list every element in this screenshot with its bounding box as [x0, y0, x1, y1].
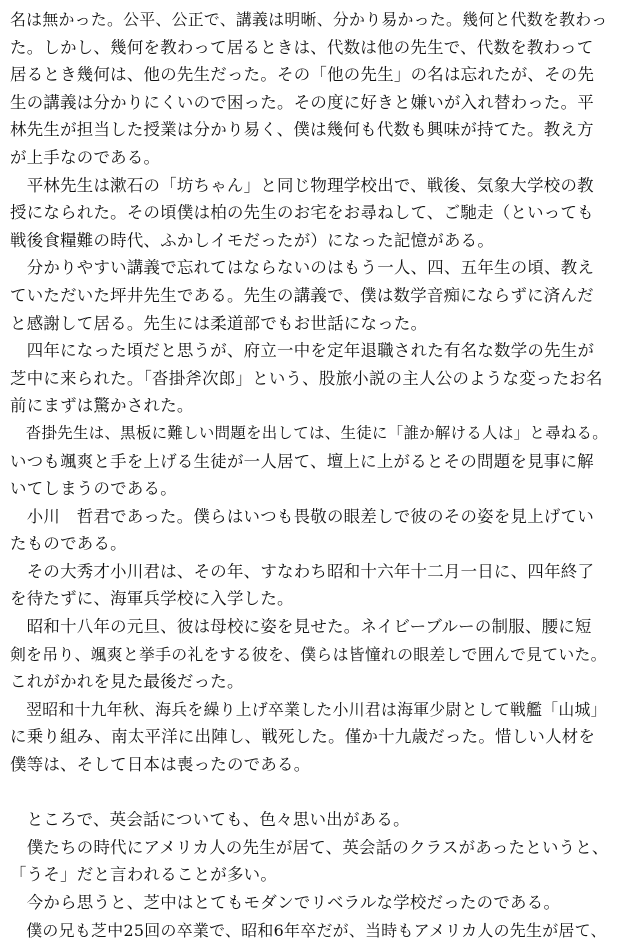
- text-line: いてしまうのである。: [10, 479, 177, 499]
- text-line: ところで、英会話についても、色々思い出がある。: [10, 810, 410, 830]
- text-line: 沓掛先生は、黒板に難しい問題を出しては、生徒に「誰か解ける人は」と尋ねる。: [10, 423, 609, 442]
- text-line: 林先生が担当した授業は分かり易く、僕は幾何も代数も興味が持てた。教え方: [10, 120, 594, 140]
- document-body: [10, 6, 610, 944]
- text-line: 僕等は、そして日本は喪ったのである。: [10, 755, 311, 775]
- text-line: 授になられた。その頃僕は柏の先生のお宅をお尋ねして、ご馳走（といっても: [10, 203, 594, 223]
- text-line: に乗り組み、南太平洋に出陣し、戦死した。僅か十九歳だった。惜しい人材を: [10, 727, 596, 747]
- text-line: 剣を吊り、颯爽と挙手の礼をする彼を、僕らは皆憧れの眼差しで囲んで見ていた。: [10, 644, 607, 664]
- text-line: 居るとき幾何は、他の先生だった。その「他の先生」の名は忘れたが、その先: [10, 65, 595, 85]
- text-line: 「うそ」だと言われることが多い。: [10, 865, 278, 885]
- text-line: ていただいた坪井先生である。先生の講義で、僕は数学音痴にならずに済んだ: [10, 285, 594, 305]
- text-line: を待たずに、海軍兵学校に入学した。: [10, 589, 294, 609]
- text-line: と感謝して居る。先生には柔道部でもお世話になった。: [10, 313, 428, 333]
- text-line: 昭和十八年の元旦、彼は母校に姿を見せた。ネイビーブルーの制服、腰に短: [10, 617, 592, 637]
- text-line: 小川 哲君であった。僕らはいつも畏敬の眼差しで彼のその姿を見上げてい: [10, 506, 595, 526]
- text-line: 前にまずは驚かされた。: [10, 396, 194, 416]
- blank-line: [10, 779, 610, 807]
- text-line: 今から思うと、芝中はとてもモダンでリベラルな学校だったのである。: [10, 893, 561, 912]
- text-line: その大秀才小川君は、その年、すなわち昭和十六年十二月一日に、四年終了: [10, 561, 595, 581]
- text-line: いつも颯爽と手を上げる生徒が一人居て、壇上に上がるとその問題を見事に解: [10, 451, 594, 471]
- text-line: 僕の兄も芝中25回の卒業で、昭和6年卒だが、当時もアメリカ人の先生が居て、: [10, 920, 607, 940]
- text-line: 僕たちの時代にアメリカ人の先生が居て、英会話のクラスがあったというと、: [10, 837, 609, 857]
- text-line: 戦後食糧難の時代、ふかしイモだったが）になった記憶がある。: [10, 230, 495, 250]
- text-line: が上手なのである。: [10, 147, 161, 167]
- text-line: た。しかし、幾何を教わって居るときは、代数は他の先生で、代数を教わって: [10, 37, 594, 57]
- text-line: 生の講義は分かりにくいので困った。その度に好きと嫌いが入れ替わった。平: [10, 92, 595, 112]
- text-line: これがかれを見た最後だった。: [10, 672, 244, 692]
- text-line: 芝中に来られた。「沓掛斧次郎」という、股旅小説の主人公のような変ったお名: [10, 368, 603, 388]
- text-line: たものである。: [10, 534, 127, 554]
- text-line: 分かりやすい講義で忘れてはならないのはもう一人、四、五年生の頃、教え: [10, 258, 595, 278]
- text-line: 翌昭和十九年秋、海兵を繰り上げ卒業した小川君は海軍少尉として戦艦「山城」: [10, 699, 607, 719]
- text-line: 平林先生は漱石の「坊ちゃん」と同じ物理学校出で、戦後、気象大学校の教: [10, 175, 594, 195]
- text-line: 四年になった頃だと思うが、府立一中を定年退職された有名な数学の先生が: [10, 341, 595, 361]
- text-line: 名は無かった。公平、公正で、講義は明晰、分かり易かった。幾何と代数を教わっ: [10, 10, 608, 29]
